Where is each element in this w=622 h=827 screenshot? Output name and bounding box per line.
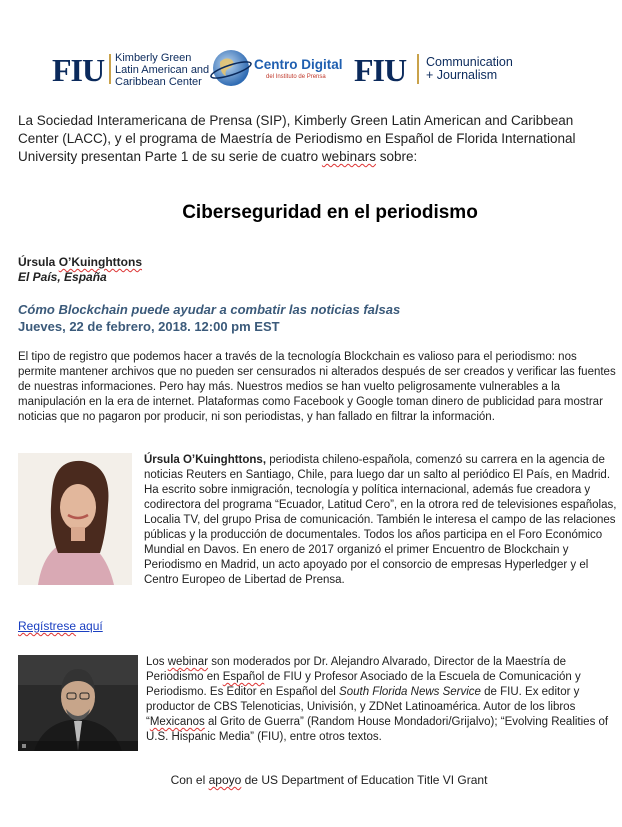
bio2-sfns: South Florida News Service: [339, 686, 481, 698]
footer-text-2: de US Department of Education Title VI Grant: [241, 773, 488, 787]
comm-journalism-name: [426, 56, 536, 82]
bio2-text-1: Los: [146, 656, 168, 668]
logo-bar: [52, 44, 572, 96]
centro-subtitle: del Instituto de Prensa: [266, 74, 326, 80]
centro-title: Centro Digital: [254, 57, 343, 72]
talk-block: [18, 301, 618, 335]
comm-line-2: + Journalism: [426, 68, 498, 82]
speaker-name: [18, 255, 142, 270]
bio2-text-5: al Grito de Guerra” (Random House Mondadori/Grijalvo); “Evolving Realities of U.S. Hispanic Media” (FIU), entre otros textos.: [146, 716, 609, 743]
bio2-text-4: de FIU. Ex editor y productor de CBS Telenoticias, Univisión, y ZDNet Latinoamérica. Autor de los libros “: [146, 686, 580, 728]
talk-title: Cómo Blockchain puede ayudar a combatir las noticias falsas: [18, 302, 401, 317]
intro-paragraph: [18, 112, 608, 166]
footer-note: [0, 773, 622, 787]
fiu-wordmark: FIU: [52, 52, 105, 88]
lacc-line-2: Latin American and: [115, 64, 210, 76]
comm-line-1: Communication: [426, 55, 513, 69]
speaker-bio: [18, 453, 618, 588]
register-word[interactable]: Regístrese: [18, 619, 77, 633]
intro-text-2: sobre:: [375, 149, 418, 164]
lacc-line-3: Caribbean Center: [115, 76, 202, 88]
speaker-block: [18, 255, 142, 285]
fiu-wordmark: FIU: [354, 52, 407, 88]
footer-apoyo: apoyo: [208, 773, 242, 787]
bio-text: periodista chileno-española, comenzó su carrera en la agencia de noticias Reuters en Santiago, Chile, para luego dar un salto al periódico El País, en Madrid. Ha escrito sobre inmigración, tecnología y política internacional, además fue creadora y codirectora del programa “Ecuador, Latitud Cero”, en la otrora red de televisiones españolas, Localia TV, del grupo Prisa de comunicación. También le interesa el campo de las relaciones públicas y la producción de documentales. Todos los años participa en el Foro Económico Mundial en Davos. En enero de 2017 organizó el primer Encuentro de Blockchain y Periodismo en Madrid, un acto apoyado por el consorcio de empresas Hyperledger y el Centro Europeo de Libertad de Prensa.: [144, 454, 617, 586]
intro-text-1: La Sociedad Interamericana de Prensa (SIP), Kimberly Green Latin American and Caribbean Center (LACC), y el programa de Maestría de Periodismo en Español de Florida International University presentan Parte 1 de su serie de cuatro: [18, 113, 576, 164]
page-title: Ciberseguridad en el periodismo: [182, 202, 478, 223]
moderator-bio: [18, 655, 618, 751]
bio2-mexicanos: Mexicanos: [149, 716, 205, 728]
logo-divider: [417, 54, 419, 84]
bio-name: Úrsula O’Kuinghttons,: [144, 454, 267, 466]
lacc-line-1: Kimberly Green: [115, 52, 192, 64]
logo-divider: [109, 54, 111, 84]
footer-text-1: Con el: [170, 773, 209, 787]
abstract-paragraph: El tipo de registro que podemos hacer a través de la tecnología Blockchain es valioso para el periodismo: nos permite mantener archivos que no pueden ser censurados ni alterados después de ser creados y verificar las fuentes de nuestras informaciones. Pero hay más. Nuestros medios se han vuelto peligrosamente vulnerables a la manipulación en la era de internet. Plataformas como Facebook y Google toman dinero de publicidad para mostrar noticias que no pagaron por producir, ni son periodistas, y han fallado en filtrar la información.: [18, 351, 616, 423]
moderator-photo: [18, 655, 138, 751]
talk-datetime: Jueves, 22 de febrero, 2018. 12:00 pm EST: [18, 319, 280, 334]
speaker-first-name: Úrsula: [18, 255, 59, 269]
speaker-last-name: O’Kuinghttons: [58, 255, 143, 269]
bio2-text-2: son moderados por Dr. Alejandro Alvarado, Director de la Maestría de Periodismo en: [146, 656, 566, 683]
speaker-affiliation: El País, España: [18, 270, 107, 284]
register-rest[interactable]: aquí: [76, 619, 103, 633]
bio2-webinar: webinar: [167, 656, 209, 668]
globe-icon: [210, 48, 252, 88]
intro-webinars: webinars: [321, 149, 376, 164]
bio2-espanol: Español: [222, 671, 265, 683]
lacc-name: [115, 52, 215, 88]
bio2-text-3: de FIU y Profesor Asociado de la Escuela de Comunicación y Periodismo. Es Editor en Español del: [146, 671, 581, 698]
register-link[interactable]: [18, 619, 103, 633]
speaker-photo: [18, 453, 132, 585]
